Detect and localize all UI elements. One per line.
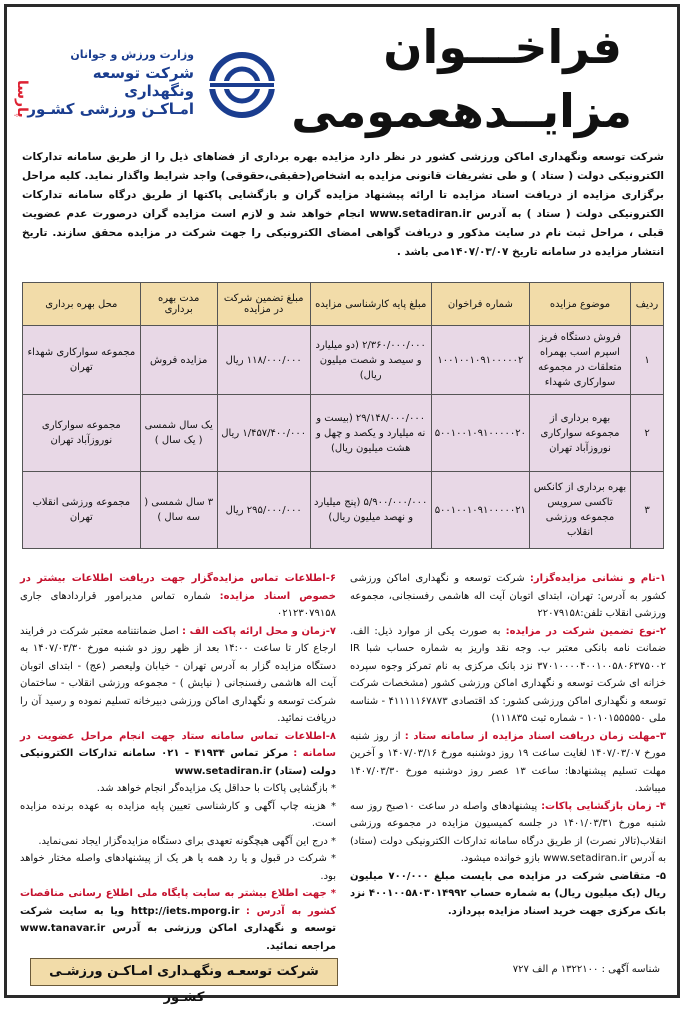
cell-call-number: ۵۰۰۱۰۰۱۰۹۱۰۰۰۰۰۲۱ xyxy=(431,472,529,549)
term-4 xyxy=(350,798,666,868)
cell-row-no: ۳ xyxy=(631,472,664,549)
logo-text xyxy=(24,46,194,118)
term-5: ۵- متقاضی شرکت در مزایده می بایست مبلغ ۷۰۰/۰۰۰ میلیون ریال (یک میلیون ریال) به شماره حساب ۴۰۰۱۰۰۵۸۰۳۰۱۴۹۹۲ نزد بانک مرکزی جهت خرید اسناد مزایده بپردازد. xyxy=(350,870,666,917)
term-7-text: اصل ضمانتنامه معتبر شرکت در فرایند ارجاع کار تا ساعت ۱۴:۰۰ بعد از ظهر روز دو شنبه مورخ ۱۴۰۷/۰۳/۳۰ به دستگاه مزایده گزار به آدرس تهران - خیابان ولیعصر (عج) - ابتدای اتوبان آیت اله هاشمی رفسنجانی ( نیایش ) - مجموعه ورزشی انقلاب - ساختمان شرکت توسعه و نگهداری اماکن ورزشی دبیرخانه تسلیم نموده و رسید آن را دریافت نمائید. xyxy=(20,625,336,724)
table-row xyxy=(23,395,664,472)
cell-call-number: ۵۰۰۱۰۰۱۰۹۱۰۰۰۰۰۲۰ xyxy=(431,395,529,472)
cell-row-no: ۱ xyxy=(631,326,664,395)
term-8 xyxy=(20,728,336,781)
note-5-text: http://iets.mporg.ir ویا به سایت شرکت توسعه و نگهداری اماکن ورزشی به آدرس www.tanavar.ir مراجعه نمائید. xyxy=(20,905,336,952)
term-2-text: به صورت یکی از موارد ذیل: الف. ضمانت نامه بانکی معتبر ب. وجه نقد واریز به شماره حساب شبا IR ۳۷۰۱۰۰۰۰۴۰۰۱۰۰۵۸۰۶۳۷۵۰۰۲ نزد بانک مرکزی به نام تمرکز وجوه سپرده خزانه ای شرکت توسعه و نگهداری اماکن ورزشی کشور (مشخصات شرکت توسعه و نگهداری اماکن ورزشی کشور: کد اقتصادی ۴۱۱۱۱۱۶۷۸۷۳ - شناسه ملی ۱۰۱۰۱۵۵۵۵۵۰ - شماره ثبت ۱۱۱۸۳۵) xyxy=(350,625,666,724)
cell-duration: مزایده فروش xyxy=(140,326,217,395)
intro-paragraph: شرکت توسعه ونگهداری اماکن ورزشی کشور در نظر دارد مزایده بهره برداری از فضاهای ذیل را از طریق سامانه تدارکات الکترونیکی دولت ( ستاد ) و طی تشریفات قانونی مزایده به اشخاص(حقیقی،حقوقی) واجد شرایط واگذار نماید. کلیه مراحل برگزاری مزایده از دریافت اسناد مزایده تا ارائه پیشنهاد مزایده گران و بازگشایی پاکتها از طریق درگاه سامانه تدارکات الکترونیکی دولت ( ستاد ) به آدرس www.setadiran.ir انجام خواهد شد و لازم است مزایده گران درصورت عدم عضویت قبلی ، مراحل ثبت نام در سایت مذکور و دریافت گواهی امضای الکترونیکی را جهت شرکت در مزایده محقق سازند. تاریخ انتشار مزایده در سامانه تاریخ ۱۴۰۷/۰۳/۰۷می باشد . xyxy=(22,151,664,258)
col-header-call-number: شماره فراخوان xyxy=(431,283,529,326)
side-watermark: پارسا xyxy=(14,80,30,118)
header xyxy=(14,16,672,146)
title-line2: مزایــدهعمومی xyxy=(291,84,632,138)
term-1-label: ۱-نام و نشانی مزایده‌گزار: xyxy=(529,573,666,584)
title-line1: فراخـــوان xyxy=(383,20,622,74)
table-row xyxy=(23,326,664,395)
term-4-label: ۴- زمان بازگشایی پاکات: xyxy=(541,800,666,812)
note-1: * بازگشایی پاکات با حداقل یک مزایده‌گر انجام خواهد شد. xyxy=(96,783,336,794)
logo-company-line2: امـاکـن ورزشی کشـور xyxy=(27,100,194,118)
table-header-row xyxy=(23,283,664,326)
term-6-text: شماره تماس مدیرامور قراردادهای جاری ۰۲۱۲۳۰۷۹۱۵۸ xyxy=(20,590,336,619)
cell-guarantee: ۲۹۵/۰۰۰/۰۰۰ ریال xyxy=(217,472,310,549)
note-5-label: * جهت اطلاع بیشتر به سایت پایگاه ملی اطلاع رسانی مناقصات کشور به آدرس : xyxy=(20,888,337,917)
term-2 xyxy=(350,623,666,728)
term-7-label: ۷-زمان و محل ارائه پاکت الف : xyxy=(182,625,336,637)
col-header-base-price: مبلغ پایه کارشناسی مزایده xyxy=(310,283,431,326)
term-4-text: پیشنهادهای واصله در ساعت ۱۰صبح روز سه شنبه مورخ ۱۴۰۱/۰۳/۳۱ در جلسه کمیسیون مزایده در مجموعه ورزشی انقلاب(تالار نصرت) از طریق درگاه سامانه تدارکات الکترونیکی دولت (ستاد) به آدرس www.setadiran.ir بازو خوانده میشود. xyxy=(350,800,666,864)
term-1-text: شرکت توسعه و نگهداری اماکن ورزشی کشور به آدرس: تهران، ابتدای اتوبان آیت اله هاشمی رفسنجانی، مجموعه ورزشی انقلاب تلفن:۲۲۰۷۹۱۵۸ xyxy=(350,573,666,619)
cell-location: مجموعه سوارکاری نوروزآباد تهران xyxy=(23,395,141,472)
term-3 xyxy=(350,728,666,798)
term-8-text: مرکز تماس ۴۱۹۳۴ - ۰۲۱ سامانه تدارکات الکترونیکی دولت (ستاد) www.setadiran.ir xyxy=(20,748,336,777)
col-header-location: محل بهره برداری xyxy=(23,283,141,326)
col-header-row-no: ردیف xyxy=(631,283,664,326)
term-6-label: ۶-اطلاعات تماس مزایده‌گزار جهت دریافت اطلاعات بیشتر در خصوص اسناد مزایده: xyxy=(20,573,336,602)
cell-location: مجموعه ورزشی انقلاب تهران xyxy=(23,472,141,549)
cell-subject: بهره برداری از مجموعه سوارکاری نوروزآباد تهران xyxy=(530,395,631,472)
organization-emblem-icon xyxy=(204,52,280,118)
col-header-subject: موضوع مزایده xyxy=(530,283,631,326)
term-1 xyxy=(350,570,666,623)
cell-base-price: ۲۹/۱۴۸/۰۰۰/۰۰۰ (بیست و نه میلیارد و یکصد و چهل و هشت میلیون ریال) xyxy=(310,395,431,472)
term-7 xyxy=(20,623,336,728)
logo-ministry: وزارت ورزش و جوانان xyxy=(70,48,194,61)
terms-right-column xyxy=(350,570,666,920)
cell-guarantee: ۱/۴۵۷/۴۰۰/۰۰۰ ریال xyxy=(217,395,310,472)
term-6 xyxy=(20,570,336,623)
cell-duration: ۳ سال شمسی ( سه سال ) xyxy=(140,472,217,549)
col-header-duration: مدت بهره برداری xyxy=(140,283,217,326)
cell-base-price: ۵/۹۰۰/۰۰۰/۰۰۰ (پنج میلیارد و نهصد میلیون ریال) xyxy=(310,472,431,549)
term-3-text: از روز شنبه مورخ ۱۴۰۷/۰۳/۰۷ لغایت ساعت ۱۹ روز دوشنبه مورخ ۱۴۰۷/۰۳/۱۶ و آخرین مهلت تسلیم پیشنهادها: ساعت ۱۳ عصر روز دوشنبه مورخ ۱۴۰۷/۰۳/۳۰ میباشد. xyxy=(350,730,667,794)
cell-call-number: ۱۰۰۱۰۰۱۰۹۱۰۰۰۰۰۲ xyxy=(431,326,529,395)
note-3: * درج این آگهی هیچگونه تعهدی برای دستگاه مزایده‌گزار ایجاد نمی‌نماید. xyxy=(38,835,336,847)
term-3-label: ۳-مهلت زمان دریافت اسناد مزایده از سامانه ستاد : xyxy=(404,730,666,742)
table-row xyxy=(23,472,664,549)
term-2-label: ۲-نوع تضمین شرکت در مزایده: xyxy=(505,625,667,637)
cell-row-no: ۲ xyxy=(631,395,664,472)
cell-duration: یک سال شمسی ( یک سال ) xyxy=(140,395,217,472)
cell-subject: بهره برداری از کانکس تاکسی سرویس مجموعه ورزشی انقلاب xyxy=(530,472,631,549)
logo-company-line1: شرکت توسعه ونگهداری xyxy=(92,64,194,100)
note-2: * هزینه چاپ آگهی و کارشناسی تعیین پایه مزایده به عهده برنده مزایده است. xyxy=(20,800,336,829)
ad-id: شناسه آگهی : ۱۳۲۲۱۰۰ م الف ۷۲۷ xyxy=(512,964,660,975)
cell-subject: فروش دستگاه فریز اسپرم اسب بهمراه متعلقات در مجموعه سوارکاری شهداء xyxy=(530,326,631,395)
note-5 xyxy=(20,885,336,955)
note-4: * شرکت در قبول و یا رد همه یا هر یک از پیشنهادهای واصله مختار خواهد بود. xyxy=(20,853,336,882)
cell-location: مجموعه سوارکاری شهداء تهران xyxy=(23,326,141,395)
terms-left-column xyxy=(20,570,336,955)
cell-guarantee: ۱۱۸/۰۰۰/۰۰۰ ریال xyxy=(217,326,310,395)
organization-logo xyxy=(22,46,280,126)
cell-base-price: ۲/۳۶۰/۰۰۰/۰۰۰ (دو میلیارد و سیصد و شصت میلیون ریال) xyxy=(310,326,431,395)
term-8-label: ۸-اطلاعات تماس سامانه ستاد جهت انجام مراحل عضویت در سامانه : xyxy=(20,730,336,759)
auction-table xyxy=(22,282,664,549)
footer-company-banner: شرکت توسعـه ونگهـداری امـاکـن ورزشـی کشـور xyxy=(30,958,338,986)
col-header-guarantee: مبلغ تضمین شرکت در مزایده xyxy=(217,283,310,326)
